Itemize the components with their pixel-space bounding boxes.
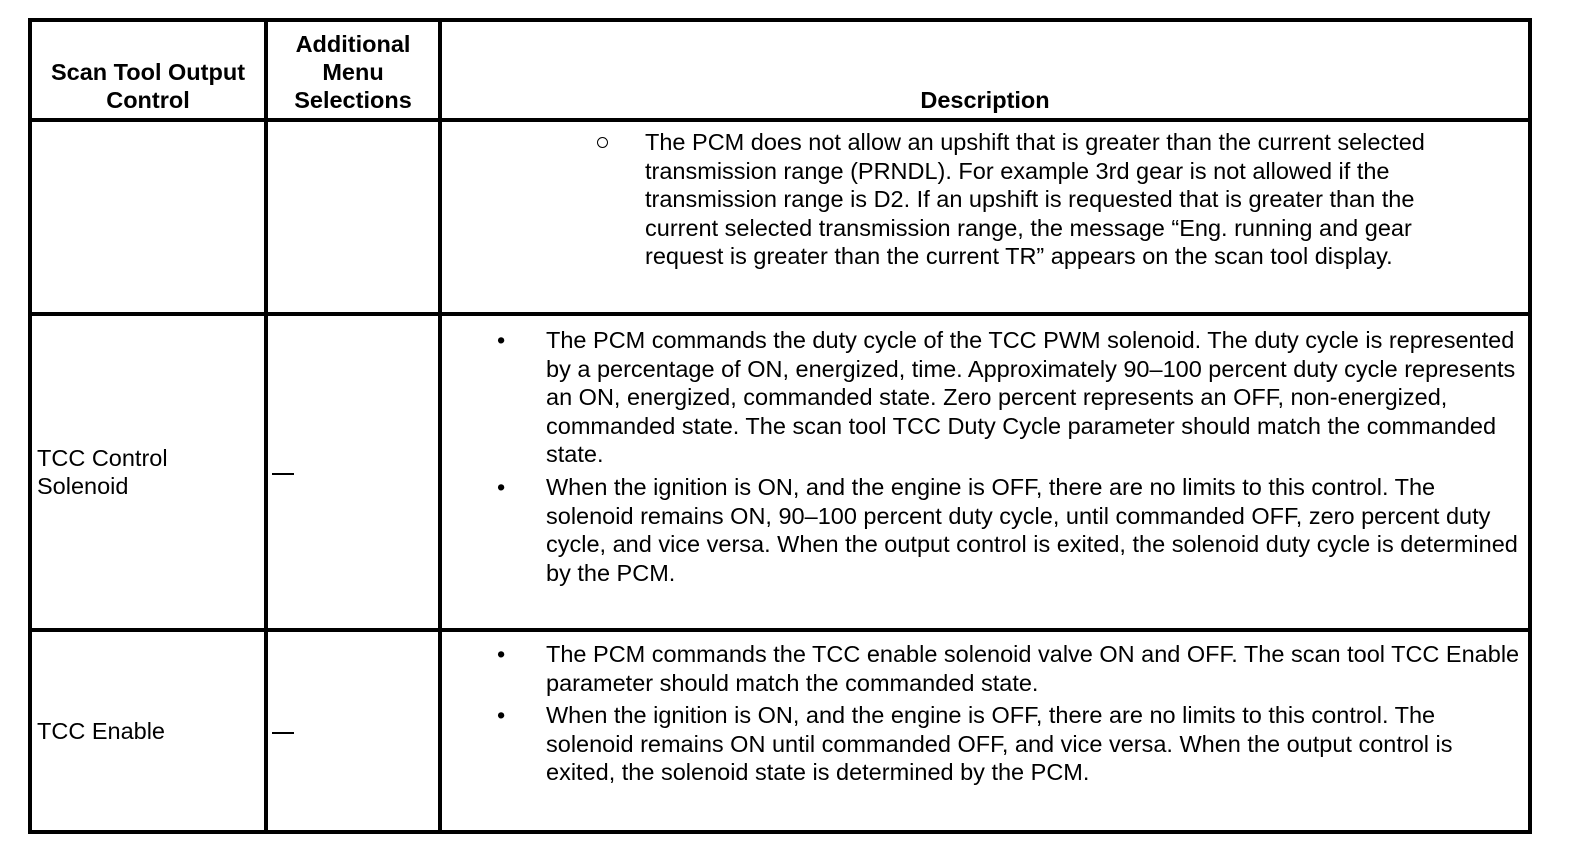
output-control-table: [28, 18, 1532, 834]
hollow-circle-bullet-icon: [597, 137, 608, 148]
bullet-icon: •: [497, 641, 506, 667]
menu-cell: [266, 630, 440, 832]
bullet-item: [497, 701, 1528, 787]
menu-cell: [266, 120, 440, 314]
bullet-icon: •: [497, 473, 506, 500]
control-cell: TCC Control Solenoid: [30, 314, 266, 630]
control-cell: TCC Enable: [30, 630, 266, 832]
header-scan-tool-output-control: Scan Tool Output Control: [30, 20, 266, 120]
control-cell: [30, 120, 266, 314]
bullet-item: [497, 326, 1528, 469]
sub-bullet-text: The PCM does not allow an upshift that is greater than the current selected transmission range (PRNDL). For example 3rd gear is not allowed if the transmission range is D2. If an upshift is requested that is greater than the current selected transmission range, the message “Eng. running and gear request is greater than the current TR” appears on the scan tool display.: [645, 129, 1425, 270]
description-cell: [440, 314, 1530, 630]
em-dash-icon: [272, 732, 294, 734]
sub-bullet-item: [645, 128, 1528, 271]
bullet-item: [497, 640, 1528, 697]
bullet-text: When the ignition is ON, and the engine is OFF, there are no limits to this control. The solenoid remains ON until commanded OFF, and vice versa. When the output control is exited, the solenoid state is determined by the PCM.: [546, 702, 1453, 786]
bullet-icon: •: [497, 702, 506, 729]
table-row: [30, 630, 1530, 832]
bullet-list: [442, 640, 1528, 787]
header-description: Description: [440, 20, 1530, 120]
bullet-item: [497, 473, 1528, 587]
em-dash-icon: [272, 473, 294, 475]
table-row: [30, 314, 1530, 630]
bullet-text: The PCM commands the duty cycle of the TCC PWM solenoid. The duty cycle is represented by a percentage of ON, energized, time. Approximately 90–100 percent duty cycle represents an ON, energized, commanded state. Zero percent represents an OFF, non-energized, commanded state. The scan tool TCC Duty Cycle parameter should match the commanded state.: [546, 327, 1516, 468]
table-row: [30, 120, 1530, 314]
header-additional-menu-selections: Additional Menu Selections: [266, 20, 440, 120]
bullet-icon: •: [497, 327, 506, 353]
description-cell: [440, 630, 1530, 832]
menu-cell: [266, 314, 440, 630]
sub-bullet-list: [442, 128, 1528, 271]
header-row: [30, 20, 1530, 120]
bullet-text: When the ignition is ON, and the engine is OFF, there are no limits to this control. The solenoid remains ON, 90–100 percent duty cycle, until commanded OFF, zero percent duty cycle, and vice versa. When the output control is exited, the solenoid duty cycle is determined by the PCM.: [546, 473, 1518, 586]
bullet-list: [442, 326, 1528, 587]
description-cell: [440, 120, 1530, 314]
bullet-text: The PCM commands the TCC enable solenoid valve ON and OFF. The scan tool TCC Enable parameter should match the commanded state.: [546, 641, 1520, 696]
